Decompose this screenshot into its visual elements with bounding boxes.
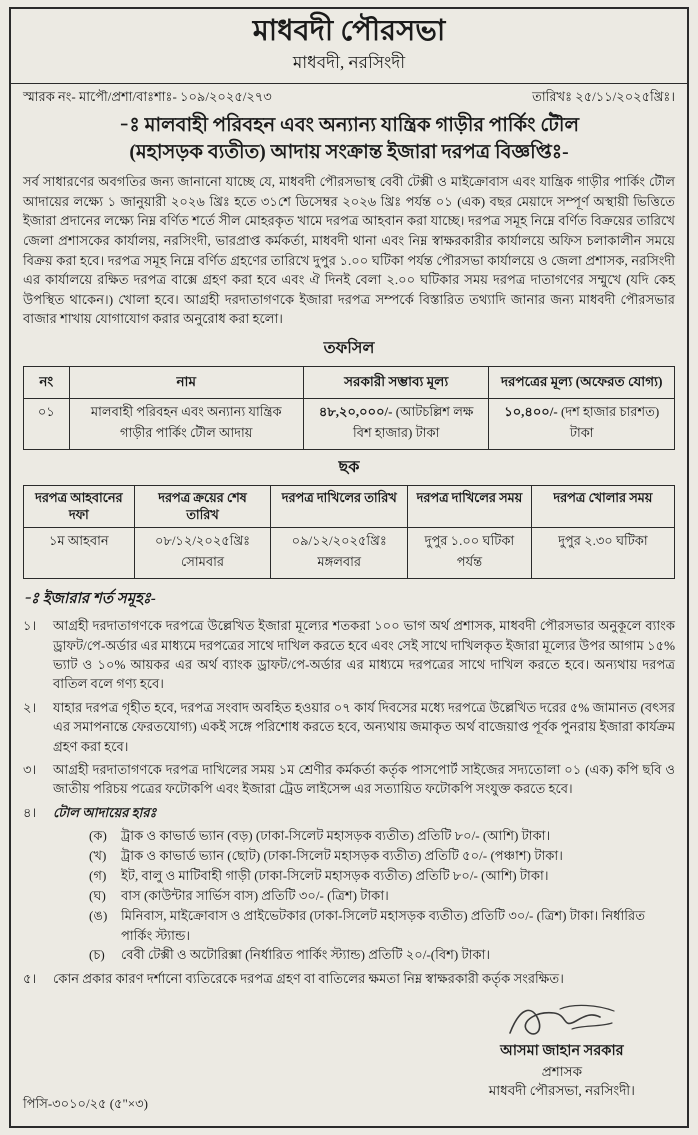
schedule-header-row (24, 367, 675, 399)
term-text: আগ্রহী দরদাতাগণকে দরপত্রে উল্লেখিত ইজারা মূল্যের শতকরা ১০০ ভাগ অর্থ প্রশাসক, মাধবদী পৌরসভার অনুকূলে ব্যাংক ড্রাফট/পে-অর্ডার এর মাধ্যমে দরপত্রের সাথে দাখিল করতে হবে এবং সেই সাথে দাখিলকৃত ইজারা মূল্যের উপর আগাম ১৫% ভ্যাট ও ১০% আয়কর এর অর্থ ব্যাংক ড্রাফট/পে-অর্ডার এর মাধ্যমে দরপত্রের সাথে দাখিল করতে হবে। অন্যথায় দরপত্র বাতিল বলে গণ্য হবে। (53, 618, 675, 692)
term-text: কোন প্রকার কারণ দর্শানো ব্যতিরেকে দরপত্র গ্রহণ বা বাতিলের ক্ষমতা নিম্ন স্বাক্ষরকারী কর্তৃক সংরক্ষিত। (53, 971, 564, 987)
notice-title-line2: (মহাসড়ক ব্যতীত) আদায় সংক্রান্ত ইজারা দরপত্র বিজ্ঞপ্তিঃ- (129, 141, 569, 163)
table-row (24, 399, 675, 450)
signatory-name: আসমা জাহান সরকার (500, 1042, 624, 1059)
signatory-office: মাধবদী পৌরসভা, নরসিংদী। (488, 1083, 635, 1099)
chhok-cell-opening-time: দুপুর ২.৩০ ঘটিকা (531, 528, 674, 579)
term-item-3 (23, 760, 675, 799)
municipality-title: মাধবদী পৌরসভা (252, 15, 446, 47)
schedule-cell-tender-price (489, 399, 675, 450)
list-item (89, 906, 675, 946)
term-number: ১। (23, 618, 37, 634)
chhok-col-opening-time: দরপত্র খোলার সময় (531, 486, 674, 528)
memo-ref: স্মারক নং- মাপৌ/প্রশা/বাঃশাঃ- ১০৯/২০২৫/২৭৩ (23, 89, 272, 105)
notice-title (23, 113, 675, 166)
toll-rate-list (89, 826, 675, 965)
list-item (89, 945, 675, 965)
masthead (23, 15, 675, 78)
toll-item-marker: (চ) (89, 947, 105, 963)
chhok-heading: ছক (338, 459, 360, 477)
schedule-col-govt-value: সরকারী সম্ভাব্য মূল্য (303, 367, 489, 399)
schedule-col-name: নাম (69, 367, 303, 399)
list-item (89, 826, 675, 846)
term-number: ৫। (23, 971, 37, 987)
chhok-cell-submission-date: ০৯/১২/২০২৫খ্রিঃ মঙ্গলবার (271, 528, 408, 579)
chhok-cell-last-purchase-date: ০৮/১২/২০২৫খ্রিঃ সোমবার (134, 528, 271, 579)
list-item (89, 846, 675, 866)
term-item-2 (23, 698, 675, 756)
term-number: ২। (23, 699, 37, 715)
list-item (89, 886, 675, 906)
schedule-col-tender-price: দরপত্রের মূল্য (অফেরত যোগ্য) (489, 367, 675, 399)
term-number: ৪। (23, 804, 37, 820)
toll-item-text: বেবী টেক্সী ও অটোরিক্সা (নির্ধারিত পার্কিং স্ট্যান্ড) প্রতিটি ২০/-(বিশ) টাকা। (121, 947, 491, 963)
header-divider (11, 83, 687, 84)
list-item (89, 866, 675, 886)
toll-item-marker: (ঘ) (89, 887, 106, 903)
chhok-col-last-purchase-date: দরপত্র ক্রয়ের শেষ তারিখ (134, 486, 271, 528)
tender-price-amount: ১০,৪০০/- (504, 404, 558, 420)
memo-date: তারিখঃ ২৫/১১/২০২৫খ্রিঃ। (532, 89, 675, 105)
signature-scribble (502, 999, 622, 1043)
term-item-5 (23, 969, 675, 988)
toll-item-marker: (ক) (89, 828, 107, 844)
chhok-col-submission-time: দরপত্র দাখিলের সময় (408, 486, 532, 528)
signature-block (489, 999, 635, 1101)
print-code: পিসি-৩০১০/২৫ (৫"×৩) (23, 1096, 148, 1111)
chhok-cell-submission-time: দুপুর ১.০০ ঘটিকা পর্যন্ত (408, 528, 532, 579)
chhok-col-submission-date: দরপত্র দাখিলের তারিখ (271, 486, 408, 528)
term-number: ৩। (23, 761, 37, 777)
term-item-1 (23, 616, 675, 694)
toll-item-text: ইট, বালু ও মাটিবাহী গাড়ী (ঢাকা-সিলেট মহাসড়ক ব্যতীত) প্রতিটি ৮০/- (আশি) টাকা। (121, 867, 549, 883)
toll-item-text: মিনিবাস, মাইক্রোবাস ও প্রাইভেটকার (ঢাকা-সিলেট মহাসড়ক ব্যতীত) প্রতিটি ৩০/- (ত্রিশ) টাকা। নির্ধারিত পার্কিং স্ট্যান্ড। (121, 907, 646, 943)
notice-title-line1: -ঃ মালবাহী পরিবহন এবং অন্যান্য যান্ত্রিক গাড়ীর পার্কিং টৌল (118, 115, 580, 137)
toll-item-marker: (খ) (89, 847, 107, 863)
toll-item-text: বাস (কাউন্টার সার্ভিস বাস) প্রতিটি ৩০/- (ত্রিশ) টাকা। (121, 887, 389, 903)
tender-price-words: (দশ হাজার চারশত) টাকা (560, 404, 660, 441)
chhok-header-row (24, 486, 675, 528)
term-text: আগ্রহী দরদাতাগণকে দরপত্র দাখিলের সময় ১ম শ্রেণীর কর্মকর্তা কর্তৃক পাসপোর্ট সাইজের সদ্যতোলা ০১ (এক) কপি ছবি ও জাতীয় পরিচয় পত্রের ফটোকপি এবং ইজারা ট্রেড লাইসেন্স এর সত্যায়িত ফটোকপি সংযুক্ত করতে হবে। (53, 761, 675, 797)
term-item-4 (23, 803, 675, 822)
schedule-cell-govt-value (303, 399, 489, 450)
chhok-cell-phase: ১ম আহবান (24, 528, 135, 579)
govt-value-words: (আটচল্লিশ লক্ষ বিশ হাজার) টাকা (353, 404, 474, 441)
govt-value-amount: ৪৮,২০,০০০/- (318, 404, 393, 420)
schedule-cell-no: ০১ (24, 399, 70, 450)
document-frame (9, 7, 689, 1128)
toll-item-marker: (ঙ) (89, 907, 108, 923)
toll-item-text: ট্রাক ও কাভার্ড ভ্যান (বড়) (ঢাকা-সিলেট মহাসড়ক ব্যতীত) প্রতিটি ৮০/- (আশি) টাকা। (121, 828, 551, 844)
schedule-col-no: নং (24, 367, 70, 399)
table-row (24, 528, 675, 579)
toll-item-text: ট্রাক ও কাভার্ড ভ্যান (ছোট) (ঢাকা-সিলেট মহাসড়ক ব্যতীত) প্রতিটি ৫০/- (পঞ্চাশ) টাকা। (121, 847, 563, 863)
notice-body: সর্ব সাধারণের অবগতির জন্য জানানো যাচ্ছে যে, মাধবদী পৌরসভাস্থ বেবী টেক্সী ও মাইক্রোবাস এবং যান্ত্রিক গাড়ীর পার্কিং টৌল আদায়ের লক্ষ্যে ১ জানুয়ারী ২০২৬ খ্রিঃ হতে ৩১শে ডিসেম্বর ২০২৬ খ্রিঃ পর্যন্ত ০১ (এক) বছর মেয়াদে সম্পূর্ণ অস্থায়ী ভিত্তিতে ইজারা প্রদানের লক্ষ্যে নিম্ন বর্ণিত শর্তে সীল মোহরকৃত খামে দরপত্র আহবান করা যাচ্ছে। দরপত্র সমূহ নিম্নে বর্ণিত বিক্রয়ের তারিখে জেলা প্রশাসকের কার্যালয়, নরসিংদী, ভারপ্রাপ্ত কর্মকর্তা, মাধবদী থানা এবং নিম্ন স্বাক্ষরকারীর কার্যালয়ে অফিস চলাকালীন সময়ে বিক্রয় করা হবে। দরপত্র সমূহ নিম্নে বর্ণিত গ্রহণের তারিখে দুপুর ১.০০ ঘটিকা পর্যন্ত পৌরসভা কার্যালয়ে ও জেলা প্রশাসক, নরসিংদী এর কার্যালয়ে রক্ষিত দরপত্র বাক্সে গ্রহণ করা হবে এবং ঐ দিনই বেলা ২.০০ ঘটিকার সময় দরপত্র দাতাগণের সম্মুখে (যদি কেহ উপস্থিত থাকেন।) খোলা হবে। আগ্রহী দরদাতাগণকে ইজারা দরপত্র সম্পর্কে বিস্তারিত তথ্যাদি জানার জন্য মাধবদী পৌরসভার বাজার শাখায় যোগাযোগ করার অনুরোধ করা হলো। (23, 173, 675, 327)
toll-rates-label: টোল আদায়ের হারঃ (53, 804, 157, 820)
chhok-table (23, 485, 675, 579)
term-text: যাহার দরপত্র গৃহীত হবে, দরপত্র সংবাদ অবহিত হওয়ার ০৭ কার্য দিবসের মধ্যে দরপত্রে উল্লেখিত দরের ৫% জামানত (বৎসর এর সমাপনান্তে ফেরতযোগ্য) একই সঙ্গে পরিশোধ করতে হবে, অন্যথায় জমাকৃত অর্থ বাজেয়াপ্ত পূর্বক পুনরায় ইজারা কার্যক্রম গ্রহণ করা হবে। (53, 699, 675, 754)
memo-line (23, 88, 675, 109)
municipality-subtitle: মাধবদী, নরসিংদী (292, 53, 406, 73)
toll-item-marker: (গ) (89, 867, 107, 883)
schedule-heading: তফসিল (323, 340, 375, 358)
terms-heading: -ঃ ইজারার শর্ত সমূহঃ- (23, 591, 156, 608)
signatory-designation: প্রশাসক (541, 1063, 583, 1079)
schedule-cell-name: মালবাহী পরিবহন এবং অন্যান্য যান্ত্রিক গাড়ীর পার্কিং টৌল আদায় (69, 399, 303, 450)
chhok-col-phase: দরপত্র আহবানের দফা (24, 486, 135, 528)
schedule-table (23, 366, 675, 450)
